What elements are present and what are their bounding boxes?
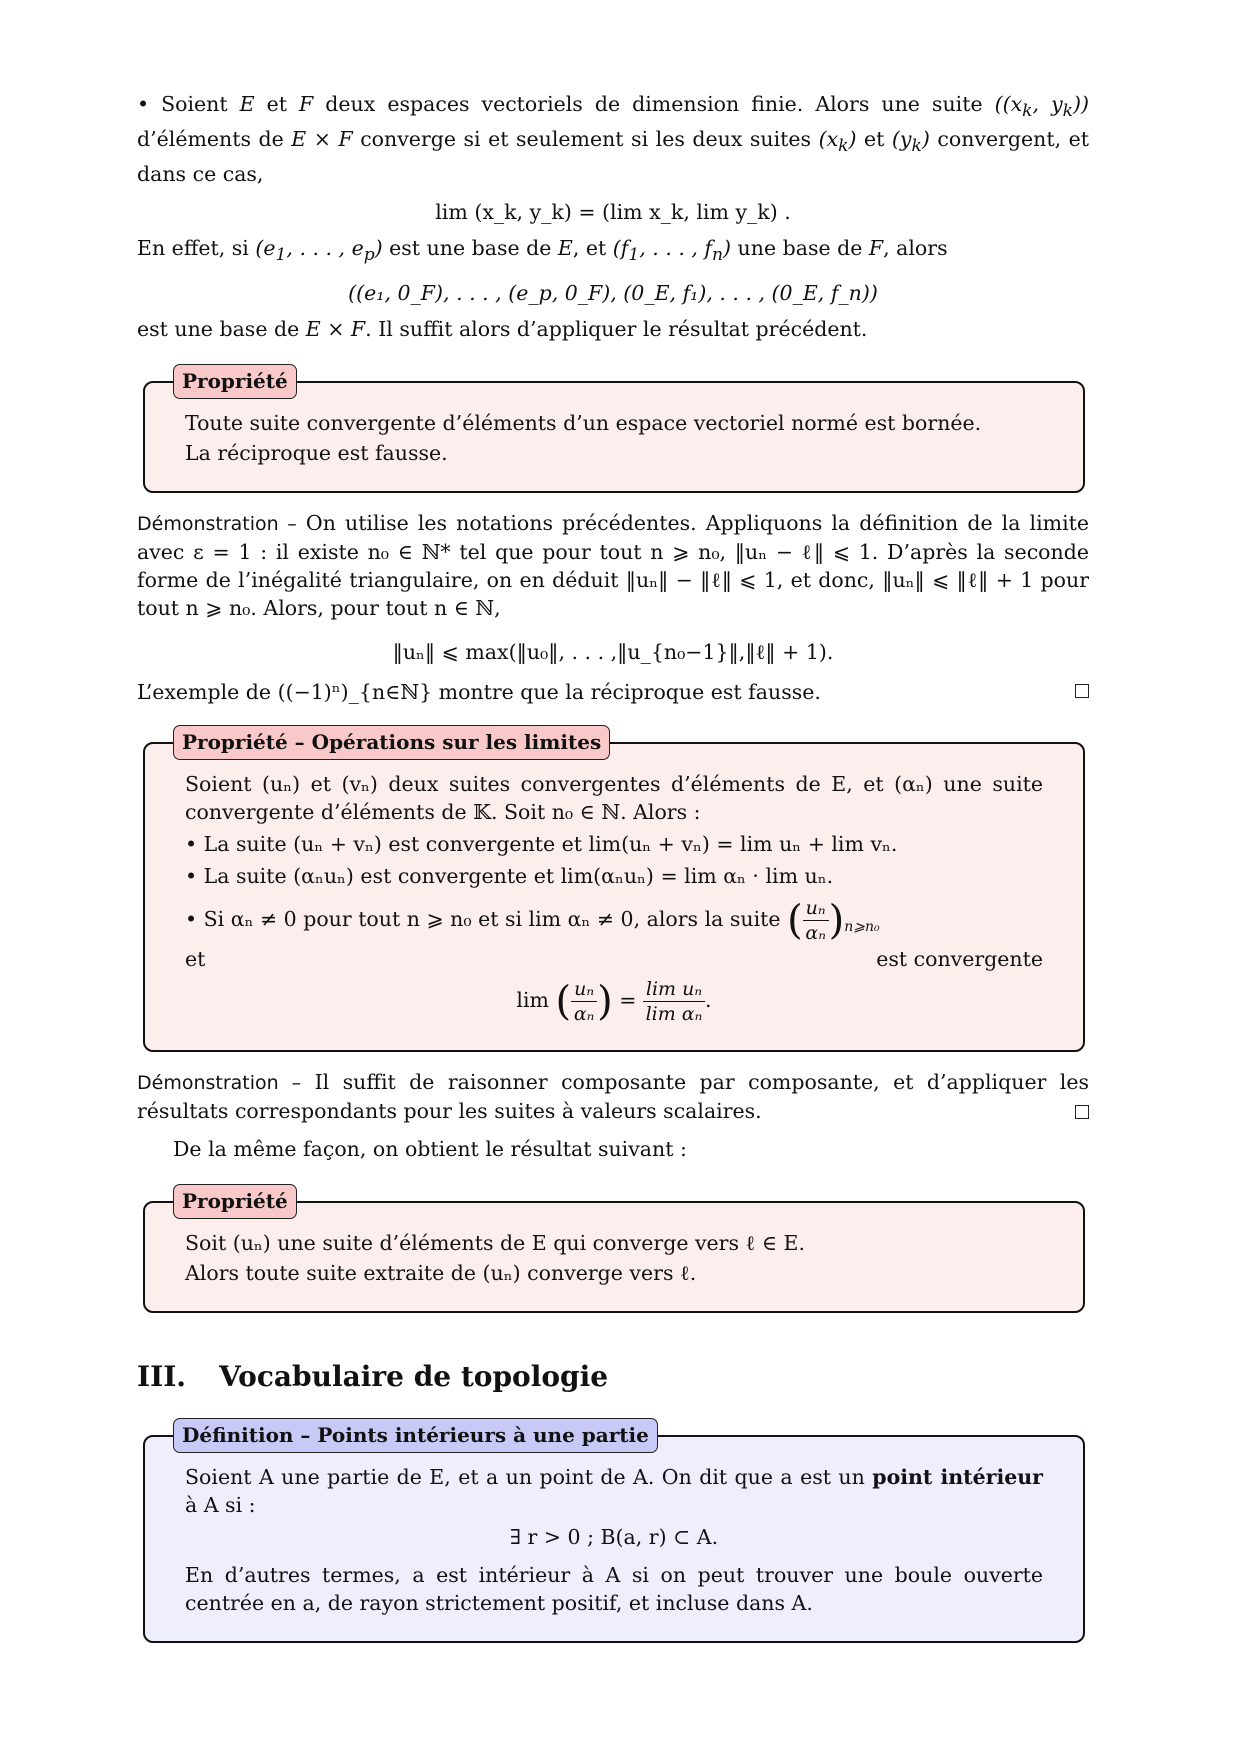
property-box-subsequence [143,1189,1085,1313]
property-tag: Propriété – Opérations sur les limites [173,725,610,760]
property-bullet-quotient: • Si αₙ ≠ 0 pour tout n ⩾ n₀ et si lim αₙ ≠ 0, alors la suite ( $\frac{\text{uₙ}}{\text{αₙ}}$ )$_{n⩾n_0}$ est convergente [185,897,1043,972]
formula-limit-quotient: lim ( $\frac{\text{uₙ}}{\text{αₙ}}$ ) = $\frac{\text{lim uₙ}}{\text{lim αₙ}}$ . [516,978,712,1026]
property-line: Soit (uₙ) une suite d’éléments de E qui converge vers ℓ ∈ E. [185,1231,806,1256]
demonstration-paragraph: Démonstration – Il suffit de raisonner composante par composante, et d’appliquer les résultats correspondants pour les suites à valeurs scalaires. [137,1070,1090,1124]
qed-square-icon [1075,1105,1089,1119]
formula-max-bound: ‖uₙ‖ ⩽ max(‖u₀‖, . . . ,‖u_{n₀−1}‖,‖ℓ‖ + 1). [392,640,834,665]
definition-box-interior-points [143,1423,1085,1643]
page [137,90,1089,1659]
transition-sentence: De la même façon, on obtient le résultat suivant : [173,1137,687,1162]
property-line: La réciproque est fausse. [185,441,448,466]
demonstration-paragraph: Démonstration – On utilise les notations précédentes. Appliquons la définition de la limite avec ε = 1 : il existe n₀ ∈ ℕ* tel que pour tout n ⩾ n₀, ‖uₙ − ℓ‖ ⩽ 1. D’après la seconde forme de l’inégalité triangulaire, on en déduit ‖uₙ‖ − ‖ℓ‖ ⩽ 1, et donc, ‖uₙ‖ ⩽ ‖ℓ‖ + 1 pour tout n ⩾ n₀. Alors, pour tout n ∈ ℕ, [137,511,1089,621]
property-intro: Soient (uₙ) et (vₙ) deux suites convergentes d’éléments de E, et (αₙ) une suite convergente d’éléments de 𝕂. Soit n₀ ∈ ℕ. Alors : [185,772,1043,825]
property-bullet-product: • La suite (αₙuₙ) est convergente et lim(αₙuₙ) = lim αₙ · lim uₙ. [185,864,834,889]
section-number: III. [137,1360,187,1394]
property-tag: Propriété [173,1184,297,1219]
definition-tag: Définition – Points intérieurs à une partie [173,1418,658,1453]
definition-text: En d’autres termes, a est intérieur à A si on peut trouver une boule ouverte centrée en a, de rayon strictement positif, et incluse dans A. [185,1563,1043,1616]
property-line: Toute suite convergente d’éléments d’un espace vectoriel normé est bornée. [185,411,982,436]
property-bullet-sum: • La suite (uₙ + vₙ) est convergente et lim(uₙ + vₙ) = lim uₙ + lim vₙ. [185,832,898,857]
intro-paragraph: • Soient E et F deux espaces vectoriels de dimension finie. Alors une suite (($x_k$, $y_k$)) d’éléments de E × F converge si et seulement si les deux suites $(x_k)$ et $(y_k)$ convergent, et dans ce cas, [137,92,1090,187]
qed-square-icon [1075,684,1089,698]
conclusion-paragraph: est une base de E × F. Il suffit alors d’appliquer le résultat précédent. [137,317,868,342]
demonstration-end: L’exemple de ((−1)ⁿ)_{n∈ℕ} montre que la réciproque est fausse. [137,678,1089,706]
formula-interior: ∃ r > 0 ; B(a, r) ⊂ A. [509,1525,719,1550]
basis-paragraph: En effet, si ($e_1$, . . . , $e_p$) est une base de E, et ($f_1$, . . . , $f_n$) une base de F, alors [137,236,948,266]
section-heading [137,1359,1089,1395]
property-tag: Propriété [173,364,297,399]
section-title: Vocabulaire de topologie [219,1360,609,1394]
definition-text: Soient A une partie de E, et a un point de A. On dit que a est un point intérieur à A si : [185,1465,1043,1518]
property-line: Alors toute suite extraite de (uₙ) converge vers ℓ. [185,1261,697,1286]
property-box-bounded [143,369,1085,493]
formula-product-basis: ((e₁, 0_F), . . . , (e_p, 0_F), (0_E, f₁), . . . , (0_E, f_n)) [348,281,878,306]
demonstration-label: Démonstration – [137,1072,302,1095]
demonstration-label: Démonstration – [137,513,297,536]
property-box-limit-operations: Propriété – Opérations sur les limites Soient (uₙ) et (vₙ) deux suites convergentes d’éléments de E, et (αₙ) une suite convergente d’éléments de 𝕂. Soit n₀ ∈ ℕ. Alors : • La suite (uₙ + vₙ) est convergente et lim(uₙ + vₙ) = lim uₙ + lim vₙ. • La suite (αₙuₙ) est convergente et lim(αₙuₙ) = lim αₙ · lim uₙ. • Si αₙ ≠ 0 pour tout n ⩾ n₀ et si lim αₙ ≠ 0, alors la suite ( $\frac{\text{uₙ}}{\text{αₙ}}$ )$_{n⩾n_0}$ est convergente et lim ( $\frac{\text{uₙ}}{\text{αₙ}}$ ) = $\frac{\text{lim uₙ}}{\text{lim αₙ}}$ . [143,742,1085,1052]
formula-limit-pair: lim (x_k, y_k) = (lim x_k, lim y_k) . [435,200,791,225]
